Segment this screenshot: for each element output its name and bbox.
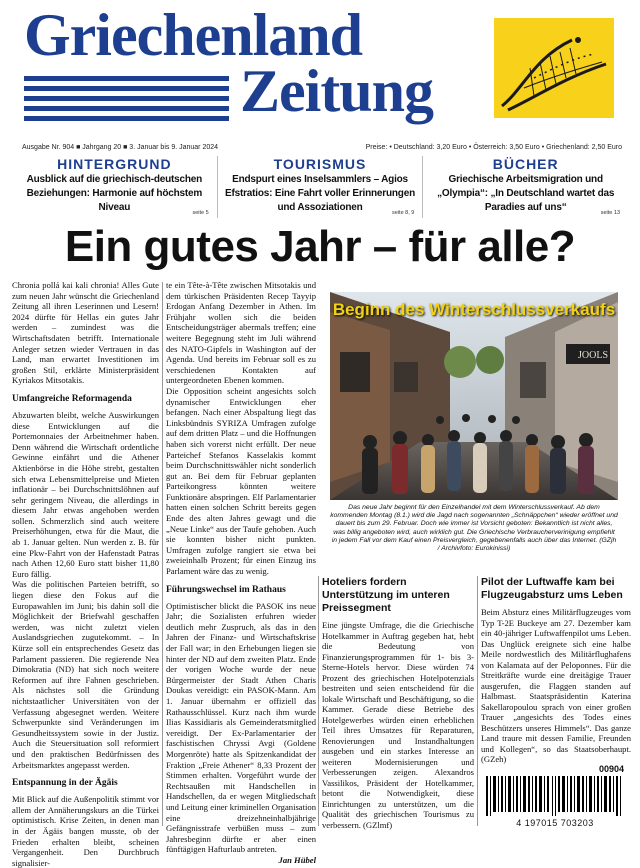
issue-prices: Preise: • Deutschland: 3,20 Euro • Österreich: 3,50 Euro • Griechenland: 2,50 Euro — [365, 143, 622, 151]
masthead-title-line2: Zeitung — [240, 58, 434, 124]
teaser-text: Ausblick auf die griechisch-deutschen Beziehungen: Harmonie auf höchstem Niveau — [26, 174, 203, 213]
article-body: Eine jüngste Umfrage, die die Griechische Hotelkammer in Auftrag gegeben hat, hebt die Bedeutung von Finanzierungsprogrammen für 1- bis 3-Sterne-Hotels hervor. Diese würden 74 Prozent des griechischen Hotelpotenzials bestreiten und seien entscheidend für die lokale Wirtschaft und Beschäftigung, so die Kammer. Gerade diese Betriebe des Hotelgewerbes würden einen erheblichen Teil ihres Umsatzes für Reparaturen, Renovierungen und Instandhaltungen ausgeben und ein starkes Interesse an weiteren Modernisierungen und Verbesserungen zeigen. Alexandros Vassilikos, Präsident der Hotelkammer, betont die Notwendigkeit, diese Einrichtungen zu unterstützen, um die Qualität des griechischen Tourismus zu verbessern. (GZlmf) — [322, 620, 474, 830]
teaser-text: Endspurt eines Inselsammlers – Agios Efstratios: Eine Fahrt voller Erinnerungen und Assoziationen — [225, 174, 415, 213]
photo-overlay-title: Beginn des Winterschlussverkaufs — [332, 300, 616, 319]
teaser-text: Griechische Arbeitsmigration und „Olympia“: „In Deutschland wartet das Paradies auf uns“ — [437, 174, 615, 213]
article-headline: Hoteliers fordern Unterstützung im unteren Preissegment — [322, 576, 450, 614]
column-divider — [162, 282, 163, 826]
teaser-category: HINTERGRUND — [57, 156, 172, 172]
teaser-buecher[interactable] — [423, 156, 628, 218]
svg-text:JOOLS: JOOLS — [578, 350, 609, 361]
teaser-strip — [12, 156, 628, 218]
article-paragraph: Optimistischer blickt die PASOK ins neue Jahr; die Sozialisten erfuhren wieder deutlich mehr Zuspruch, als das in den Jahren der Finanz- und Wirtschaftskrise der Fall war; in den Erhebungen liegen sie hinter der ND auf dem zweiten Platz. Ende der vorigen Woche wurde der neue Bürgermeister der Stadt Athen Charis Doukas vereidigt: ein PASOK-Mann. Am 1. Januar übernahm er offiziell das Rathausschlüssel. Kurz nach ihm wurde Ilias Kassidiaris als Gemeinderatsmitglied vereidigt. Der Ex-Parlamentarier der faschistischen Chryssi Avgi (Goldene Morgenröte) hatte als Spitzenkandidat der Fraktion „Freie Athener“ 8,33 Prozent der Stimmen erhalten. Vorgeführt wurde der Rechtsaußen mit Handschellen in Handschellen, da er wegen Mitgliedschaft und Leitung einer kriminellen Organisation eine dreizehneinhalbjährige Gefängnisstrafe verbüßen muss – zum Jahresbeginn dürfte er aber einen fünftägigen Hafturlaub antreten. — [166, 600, 316, 855]
lead-article-column-2 — [166, 280, 316, 865]
pilot-article — [481, 576, 631, 764]
barcode — [482, 764, 628, 828]
column-divider — [318, 576, 319, 826]
teaser-page-ref: seite 13 — [600, 210, 621, 216]
barcode-digits: 4 197015 703203 — [516, 818, 594, 828]
masthead-stripes — [24, 76, 229, 124]
issue-details: Ausgabe Nr. 904 ■ Jahrgang 20 ■ 3. Januar bis 9. Januar 2024 — [22, 143, 219, 151]
teaser-page-ref: seite 5 — [192, 210, 209, 216]
main-headline: Ein gutes Jahr – für alle? — [64, 222, 576, 271]
masthead — [0, 0, 640, 140]
masthead-title-line1: Griechenland — [24, 2, 363, 68]
column-divider — [477, 576, 478, 826]
teaser-tourismus[interactable] — [218, 156, 424, 218]
photo-caption: Das neue Jahr beginnt für den Einzelhandel mit dem Winterschlussverkauf. Ab dem kommenden Montag (8.1.) wird die Jagd nach sogenannten „Schnäppchen“ wieder eröffnet und dauert bis zum 29. Februar. Doch wie immer ist Vorsicht geboten: Bekanntlich ist nicht alles, was billig angeboten wird, auch wirklich gut. Die Griechische Verbraucherverinigung empfiehlt in jedem Fall vor dem Kauf einen Preisvergleich, gegebenenfalls auch über das Internet. (GZjh / Archivfoto: Eurokinissi) — [330, 504, 618, 553]
article-headline: Pilot der Luftwaffe kam bei Flugzeugabsturz ums Leben — [481, 576, 623, 601]
article-paragraph: Mit Blick auf die Außenpolitik stimmt vor allem der Annäherungskurs an die Türkei optimistisch. Krise Zeiten, in denen man in der Ägäis bangen musste, ob der Frieden erhalten bleibt, scheinen Vergangenheit. Den Durchbruch signalisier- — [12, 794, 159, 868]
lead-article-column-1 — [12, 280, 159, 868]
article-paragraph: te ein Tête-à-Tête zwischen Mitsotakis und dem türkischen Präsidenten Recep Tayyip Erdogan Anfang Dezember in Athen. Im Frühjahr wollen sich die beiden Entscheidungsträger abermals treffen; eine weitere Begegnung steht im Juli während des NATO-Gipfels in Washington auf der Agenda. Und bereits im Februar soll es zu verschiedenen Kontakten auf untergeordneten Ebenen kommen. — [166, 280, 316, 386]
article-subheading: Führungswechsel im Rathaus — [166, 584, 286, 595]
teaser-hintergrund[interactable] — [12, 156, 218, 218]
hoteliers-article — [322, 576, 474, 828]
teaser-page-ref: seite 8, 9 — [392, 210, 415, 216]
article-paragraph: Chronia pollá kai kali chronia! Alles Gute zum neuen Jahr wünscht die Griechenland Zeitung all ihren Leserinnen und Lesern! 2024 dürfte für Hellas ein gutes Jahr werden – zumindest was die Wirtschaftsdaten betrifft. Internationale Anleger setzen wieder Vertrauen in das Land, man erwartet Investitionen im großen Stil, erklärte Ministerpräsident Kyriakos Mitsotakis. — [12, 280, 159, 386]
article-subheading: Entspannung in der Ägäis — [12, 778, 118, 789]
teaser-category: TOURISMUS — [273, 156, 367, 172]
article-paragraph: Abzuwarten bleibt, welche Auswirkungen diese Entwicklungen auf die Portemonnaies der Arbeitnehmer haben. Denn während die Wirtschaft ordentliche Gewinne einfährt und die Athener Aktienbörse in die Höhe strebt, gestalten sich etwa Lebensmittelpreise und Mieten inflationär – bei Durchschnittslöhnen auf sehr geringem Niveau, die allerdings in diesem Jahr etwas angehoben werden sollen. Schmerzlich sind auch weitere Preiserhöhungen, etwa für die Maut, die ab 1. Januar gelten. Nun werden z. B. für eine Pkw-Fahrt von der Hafenstadt Patras nach Athen 12,60 Euro statt bisher 11,80 Euro fällig. — [12, 409, 159, 579]
teaser-category: BÜCHER — [492, 156, 559, 172]
article-author: Jan Hübel — [278, 854, 316, 865]
article-paragraph: Die Opposition scheint angesichts solch dynamischer Entwicklungen eher befangen. Nach einer Abspaltung liegt das Linksbündnis SYRIZA Umfragen zufolge auf dem dritten Platz – und die Hoffnungen haben sich vorerst nicht erfüllt. Der neue Parteichef Stefanos Kasselakis kommt beim Durchschnittswähler nicht sonderlich gut an. Bei dem für Februar geplanten Parteikongress könnten weitere Funktionäre abspringen. Elf Parlamentarier hatten einen solchen Schritt bereits gegen Ende des alten Jahres gewagt und die „Neue Linke“ aus der Taufe gehoben. Auch sie konnten bisher nicht punkten. Umfragen zufolge rangiert sie etwa bei zweieinhalb Prozent; für einen Einzug ins Parlament wäre das zu wenig. — [166, 385, 316, 577]
article-subheading: Umfangreiche Reformagenda — [12, 393, 132, 404]
shopping-street-photo — [330, 292, 618, 500]
lyre-logo-icon — [494, 18, 614, 118]
article-paragraph: Was die politischen Parteien betrifft, so liegen diese den Fokus auf die Europawahlen im Juni; bis dahin soll die Möglichkeit der Briefwahl geschaffen werden, was nicht zuletzt vielen Auslandsgriechen zugutekommt. – In Kürze soll ein entsprechendes Gesetz das Parlament passieren. Die regierende Nea Dimokratia (ND) hat sich noch weitere Reformen auf ihre Fahnen geschrieben. Als nächstes soll die Gründung nichtstaatlicher Universitäten von der Verfassung abgesegnet werden. Weitere Schwerpunkte sind Veränderungen im Gesundheitssystem sowie in der Justiz. Auch die Steuersituation soll reformiert und den praktischen Bedürfnissen des Arbeitsmarktes angepasst werden. — [12, 579, 159, 770]
issue-info-bar — [22, 141, 622, 153]
barcode-issue-number: 00904 — [598, 764, 624, 774]
article-body: Beim Absturz eines Militärflugzeuges vom Typ T-2E Buckeye am 27. Dezember kam ein 40-jähriger Luftwaffenpilot ums Leben. Das Unglück ereignete sich eine halbe Meile nordwestlich des Militärflughafens von Kalamata auf der Peloponnes. Für die Streitkräfte wurde eine dreitägige Trauer ausgerufen, die Flaggen standen auf Halbmast. Staatspräsidentin Katerina Sakellaropoulou sprach von einer großen Trauer „angesichts des Todes eines Beschützers unseres Himmels“. Das ganze Land traure mit dessen Familie, Freunden und Kollegen“, so das Staatsoberhaupt. (GZeh) — [481, 607, 631, 764]
